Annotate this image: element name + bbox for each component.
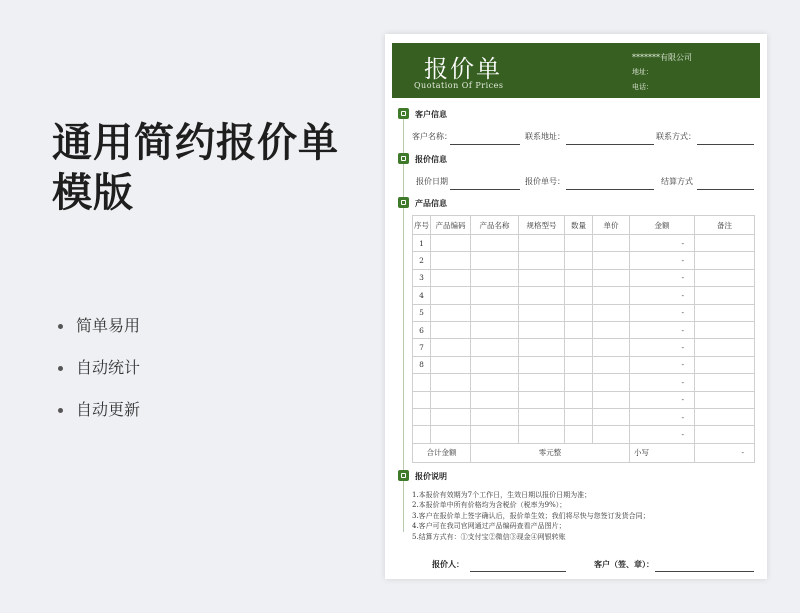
table-cell[interactable] (471, 235, 519, 252)
quoter-label: 报价人： (432, 559, 464, 569)
table-cell[interactable] (431, 339, 471, 356)
table-cell[interactable] (695, 304, 755, 321)
col-header: 规格型号 (519, 216, 565, 235)
table-row (413, 339, 755, 356)
row-number-cell[interactable]: 6 (413, 321, 431, 338)
phone-label: 电话： (632, 83, 653, 91)
table-cell[interactable] (431, 356, 471, 373)
table-cell[interactable] (593, 426, 630, 443)
row-number-cell[interactable]: 3 (413, 269, 431, 286)
table-cell[interactable] (519, 252, 565, 269)
table-row (413, 356, 755, 373)
table-cell[interactable] (565, 356, 593, 373)
table-cell[interactable] (695, 287, 755, 304)
table-cell[interactable] (565, 269, 593, 286)
table-cell[interactable] (519, 339, 565, 356)
row-number-cell[interactable]: 8 (413, 356, 431, 373)
col-header: 序号 (413, 216, 431, 235)
row-number-cell[interactable]: 7 (413, 339, 431, 356)
table-cell[interactable] (471, 391, 519, 408)
quote-section-icon (398, 153, 409, 164)
header-banner (392, 43, 760, 98)
table-cell[interactable] (593, 235, 630, 252)
note-item: 2.本报价单中所有价格均为含税价（税率为9%）； (412, 501, 567, 510)
title-en: Quotation Of Prices (414, 81, 504, 90)
col-header: 产品名称 (471, 216, 519, 235)
col-header: 数量 (565, 216, 593, 235)
table-cell[interactable] (565, 304, 593, 321)
feature-item: 自动统计 (58, 354, 140, 396)
table-row (413, 252, 755, 269)
amount-cell[interactable]: - (630, 408, 695, 425)
table-cell[interactable] (471, 339, 519, 356)
table-cell[interactable] (565, 426, 593, 443)
table-cell[interactable] (695, 374, 755, 391)
table-cell[interactable] (565, 391, 593, 408)
table-cell[interactable] (593, 269, 630, 286)
table-cell[interactable] (695, 339, 755, 356)
table-cell[interactable] (519, 321, 565, 338)
customer-contact-field[interactable] (697, 144, 754, 145)
notes-list (412, 490, 650, 542)
table-cell[interactable] (593, 287, 630, 304)
feature-item: 简单易用 (58, 312, 140, 354)
table-cell[interactable] (431, 408, 471, 425)
table-cell[interactable] (593, 252, 630, 269)
settle-method-label: 结算方式 (661, 177, 693, 186)
table-cell[interactable] (565, 235, 593, 252)
table-cell[interactable] (431, 287, 471, 304)
table-cell[interactable] (695, 321, 755, 338)
table-cell[interactable] (471, 356, 519, 373)
note-item: 4.客户可在我司官网通过产品编码查看产品图片； (412, 522, 566, 531)
company-name: *******有限公司 (632, 53, 692, 62)
table-cell[interactable] (471, 408, 519, 425)
table-header-row (413, 216, 755, 235)
table-cell[interactable] (593, 321, 630, 338)
customer-section-title: 客户信息 (415, 109, 447, 119)
table-cell[interactable] (593, 391, 630, 408)
table-row (413, 408, 755, 425)
col-header: 金额 (630, 216, 695, 235)
table-cell[interactable] (695, 269, 755, 286)
page-title: 通用简约报价单模版 (52, 120, 339, 216)
table-row (413, 304, 755, 321)
note-item: 5.结算方式有：①支付宝②微信③现金④网银转账 (412, 532, 566, 541)
amount-cell[interactable]: - (630, 426, 695, 443)
total-label: 合计金额 (413, 443, 471, 462)
table-cell[interactable] (431, 252, 471, 269)
table-cell[interactable] (431, 391, 471, 408)
product-section-title: 产品信息 (415, 198, 447, 208)
timeline-divider (403, 112, 404, 532)
table-cell[interactable] (695, 356, 755, 373)
col-header: 单价 (593, 216, 630, 235)
table-row (413, 426, 755, 443)
table-cell[interactable] (431, 321, 471, 338)
amount-cell[interactable]: - (630, 287, 695, 304)
amount-cell[interactable]: - (630, 269, 695, 286)
table-cell[interactable] (519, 287, 565, 304)
row-number-cell[interactable]: 4 (413, 287, 431, 304)
customer-name-field[interactable] (450, 144, 520, 145)
customer-section-icon (398, 108, 409, 119)
row-number-cell[interactable] (413, 391, 431, 408)
table-row (413, 269, 755, 286)
amount-cell[interactable]: - (630, 391, 695, 408)
table-cell[interactable] (431, 269, 471, 286)
table-cell[interactable] (471, 321, 519, 338)
notes-section-icon (398, 470, 409, 481)
total-row (413, 443, 755, 462)
table-cell[interactable] (695, 408, 755, 425)
quoter-signature-field[interactable] (470, 571, 566, 572)
table-cell[interactable] (565, 408, 593, 425)
quote-date-label: 报价日期 (416, 177, 448, 186)
table-cell[interactable] (471, 304, 519, 321)
table-row (413, 391, 755, 408)
table-cell[interactable] (519, 269, 565, 286)
product-table-body (413, 235, 755, 444)
row-number-cell[interactable] (413, 408, 431, 425)
customer-signature-field[interactable] (655, 571, 754, 572)
title-cn: 报价单 (424, 55, 502, 83)
amount-cell[interactable]: - (630, 356, 695, 373)
small-value: - (695, 443, 755, 462)
amount-cell[interactable]: - (630, 304, 695, 321)
col-header: 产品编码 (431, 216, 471, 235)
table-row (413, 235, 755, 252)
table-cell[interactable] (519, 408, 565, 425)
product-table (412, 215, 755, 463)
customer-address-field[interactable] (566, 144, 654, 145)
table-cell[interactable] (593, 339, 630, 356)
table-cell[interactable] (519, 426, 565, 443)
note-item: 3.客户在报价单上签字确认后，报价单生效；我们将尽快与您签订发货合同； (412, 511, 650, 520)
feature-item: 自动更新 (58, 396, 140, 438)
table-cell[interactable] (565, 252, 593, 269)
table-cell[interactable] (431, 426, 471, 443)
table-row (413, 374, 755, 391)
customer-contact-label: 联系方式： (656, 132, 696, 141)
table-cell[interactable] (565, 287, 593, 304)
customer-sign-label: 客户（签、章）： (594, 559, 654, 569)
table-cell[interactable] (471, 287, 519, 304)
row-number-cell[interactable]: 1 (413, 235, 431, 252)
small-label: 小写 (630, 443, 695, 462)
table-cell[interactable] (471, 426, 519, 443)
table-cell[interactable] (593, 356, 630, 373)
table-cell[interactable] (695, 252, 755, 269)
amount-cell[interactable]: - (630, 374, 695, 391)
total-cn-value: 零元整 (471, 443, 630, 462)
table-cell[interactable] (593, 408, 630, 425)
amount-cell[interactable]: - (630, 339, 695, 356)
table-row (413, 321, 755, 338)
table-cell[interactable] (695, 391, 755, 408)
table-cell[interactable] (519, 356, 565, 373)
table-cell[interactable] (431, 374, 471, 391)
settle-method-field[interactable] (697, 189, 754, 190)
amount-cell[interactable]: - (630, 235, 695, 252)
quote-section-title: 报价信息 (415, 154, 447, 164)
table-cell[interactable] (471, 252, 519, 269)
row-number-cell[interactable]: 2 (413, 252, 431, 269)
table-cell[interactable] (519, 374, 565, 391)
table-cell[interactable] (593, 374, 630, 391)
table-cell[interactable] (471, 269, 519, 286)
quote-date-field[interactable] (450, 189, 520, 190)
customer-address-label: 联系地址： (525, 132, 565, 141)
address-label: 地址： (632, 68, 653, 76)
row-number-cell[interactable] (413, 374, 431, 391)
table-cell[interactable] (565, 339, 593, 356)
quote-number-field[interactable] (566, 189, 654, 190)
table-cell[interactable] (471, 374, 519, 391)
customer-name-label: 客户名称： (412, 132, 452, 141)
table-row (413, 287, 755, 304)
amount-cell[interactable]: - (630, 252, 695, 269)
feature-list (58, 312, 140, 438)
table-cell[interactable] (695, 426, 755, 443)
row-number-cell[interactable]: 5 (413, 304, 431, 321)
quotation-sheet (385, 34, 767, 579)
col-header: 备注 (695, 216, 755, 235)
product-section-icon (398, 197, 409, 208)
row-number-cell[interactable] (413, 426, 431, 443)
table-cell[interactable] (519, 235, 565, 252)
notes-section-title: 报价说明 (415, 471, 447, 481)
table-cell[interactable] (695, 235, 755, 252)
table-cell[interactable] (519, 304, 565, 321)
table-cell[interactable] (565, 374, 593, 391)
table-cell[interactable] (519, 391, 565, 408)
table-cell[interactable] (431, 304, 471, 321)
table-cell[interactable] (593, 304, 630, 321)
quote-number-label: 报价单号： (525, 177, 565, 186)
amount-cell[interactable]: - (630, 321, 695, 338)
table-cell[interactable] (431, 235, 471, 252)
note-item: 1.本报价有效期为7个工作日，生效日期以报价日期为准； (412, 491, 592, 499)
table-cell[interactable] (565, 321, 593, 338)
